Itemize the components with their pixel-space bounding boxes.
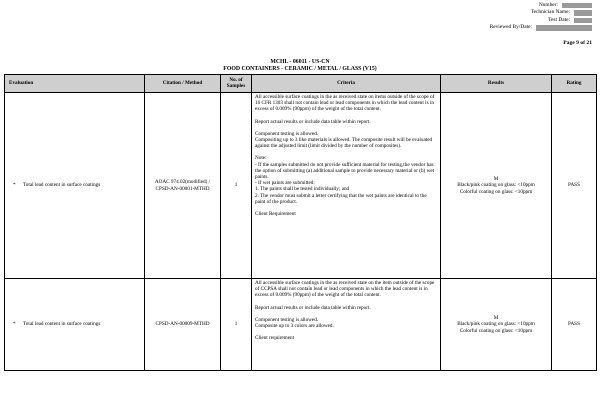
redacted-value <box>536 25 592 31</box>
report-header <box>372 2 592 32</box>
evaluation-cell <box>5 279 145 371</box>
citation-cell: AOAC 974.02(modified) / CPSD-AN-00001-MTHD <box>145 93 221 279</box>
criteria-paragraph: Composite up to 3 colors are allowed. <box>255 323 334 330</box>
header-field-number <box>372 2 592 9</box>
criteria-paragraph: 2. The vendor must submit a letter certifying that the wet paints are identical to the paint of the product. <box>255 192 427 205</box>
title-line-2: FOOD CONTAINERS - CERAMIC / METAL / GLASS (V15) <box>223 65 377 72</box>
redacted-value <box>574 18 592 24</box>
header-label: Reviewed By/Date: <box>489 24 532 31</box>
criteria-paragraph: Component testing is allowed. <box>255 316 319 323</box>
criteria-paragraph: Client Requirement <box>255 211 296 218</box>
criteria-paragraph: 1. The paints shall be tested individually; and <box>255 186 350 193</box>
criteria-cell <box>252 279 441 371</box>
table-row <box>5 93 597 279</box>
criteria-paragraph: All accessible surface coatings in the as received state on items outside of the scope of 16 CFR 1303 shall not contain lead or lead components in which the lead content is in excess of 0.009% (90ppm) of the weight of the total content. <box>255 94 435 113</box>
rating-cell: PASS <box>552 93 597 279</box>
citation-cell: CPSD-AN-00009-MTHD <box>145 279 221 371</box>
page-number: Page 9 of 21 <box>563 40 592 46</box>
criteria-paragraph: All accessible surface coatings in the as received state on the item outside of the scope of CCPSA shall not contain lead or lead components in which the lead content is in excess of 0.009% (90ppm) of the weight of the total content. <box>255 280 435 299</box>
col-header-criteria: Criteria <box>252 75 441 93</box>
result-line: Colorful coating on glass: <10ppm <box>459 188 533 195</box>
title-line-1: MCHL - 06011 - US-CN <box>270 59 330 65</box>
table-row <box>5 279 597 371</box>
criteria-paragraph: - If the samples submitted do not provide sufficient material for testing,the vendor has the option of submitting (a) additional sample to provide necessary material or (b) wet paints. <box>255 161 435 181</box>
row-bullet: * <box>13 321 16 328</box>
criteria-paragraph: Compositing up to 3 like materials is allowed. The composite result will be evaluated against the adjusted limit (limit divided by the number of composites). <box>255 137 433 150</box>
col-header-results: Results <box>441 75 552 93</box>
result-line: Black/pink coating on glass: <10ppm <box>457 182 535 189</box>
redacted-value <box>574 10 592 16</box>
criteria-paragraph: Note: <box>255 155 267 162</box>
result-line: M <box>493 176 499 183</box>
results-cell <box>441 279 552 371</box>
header-field-test-date <box>372 17 592 24</box>
col-header-citation: Citation / Method <box>145 75 221 93</box>
header-label: Technician Name: <box>530 9 570 16</box>
evaluation-text: Total lead content in surface coatings <box>23 321 101 328</box>
results-table <box>4 74 597 371</box>
samples-cell: 1 <box>221 279 252 371</box>
criteria-paragraph: - If wet paints are submitted: <box>255 180 315 187</box>
results-cell <box>441 93 552 279</box>
row-bullet: * <box>13 182 16 189</box>
evaluation-text: Total lead content in surface coatings <box>23 182 101 189</box>
table-header-row <box>5 75 597 93</box>
criteria-paragraph: Report actual results or include data table within report. <box>255 304 371 311</box>
criteria-paragraph: Report actual results or include data table within report. <box>255 118 371 125</box>
result-line: Colorful coating on glass: <10ppm <box>459 327 533 334</box>
criteria-cell <box>252 93 441 279</box>
report-title <box>0 59 600 72</box>
col-header-samples: No. of Samples <box>221 75 252 93</box>
header-label: Number: <box>538 2 558 9</box>
evaluation-cell <box>5 93 145 279</box>
rating-cell: PASS <box>552 279 597 371</box>
criteria-paragraph: Client requirement <box>255 335 295 342</box>
col-header-evaluation: Evaluation <box>5 75 145 93</box>
redacted-value <box>562 3 592 9</box>
col-header-rating: Rating <box>552 75 597 93</box>
header-field-technician <box>372 9 592 16</box>
header-field-reviewed-by <box>372 24 592 31</box>
result-line: M <box>493 315 499 322</box>
result-line: Black/pink coating on glass: <10ppm <box>457 321 535 328</box>
header-label: Test Date: <box>548 16 570 23</box>
criteria-paragraph: Component testing is allowed. <box>255 130 319 137</box>
samples-cell: 1 <box>221 93 252 279</box>
